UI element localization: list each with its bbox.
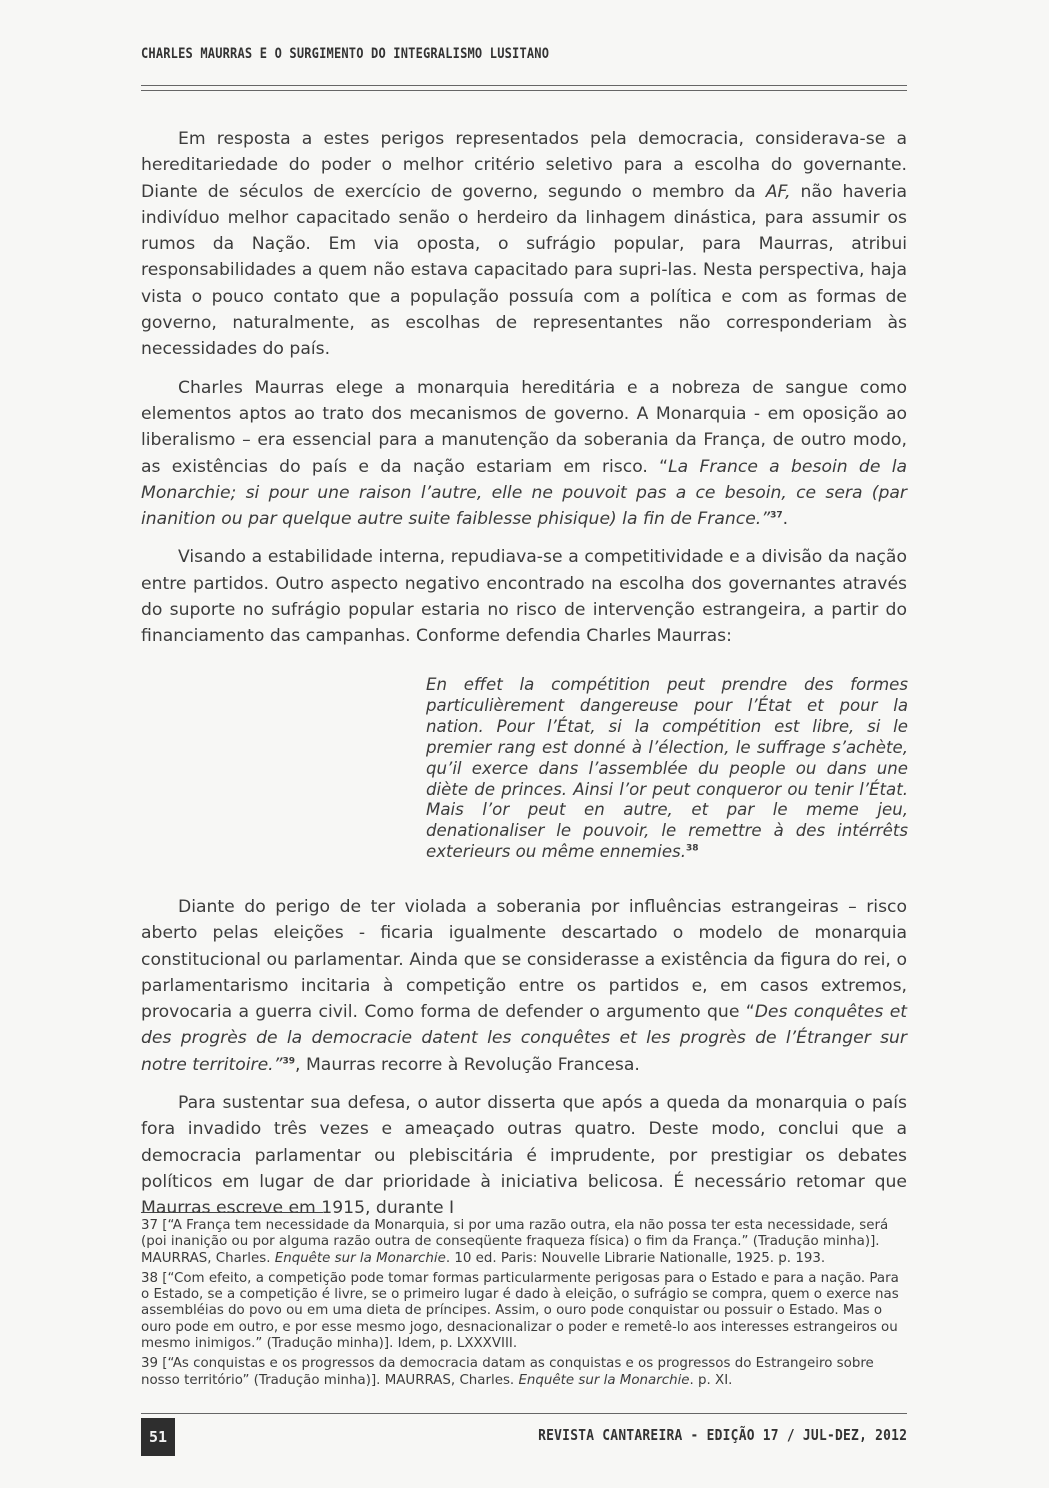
paragraph-4	[141, 894, 907, 1078]
footnote-ref-37[interactable]: 37	[770, 510, 783, 521]
paragraph-5: Para sustentar sua defesa, o autor disserta que após a queda da monarquia o país fora invadido três vezes e ameaçado outras quatro. Deste modo, conclui que a democracia parlamentar ou plebiscitária é imprudente, por prestigiar os debates políticos em lugar de dar prioridade à iniciativa belicosa. É necessário retomar que Maurras escreve em 1915, durante I	[141, 1093, 907, 1219]
footnote-separator	[141, 1212, 323, 1213]
footnote-37-title: Enquête sur la Monarchie	[274, 1250, 446, 1266]
paragraph-2-text: Charles Maurras elege a monarquia hereditária e a nobreza de sangue como elementos aptos ao trato dos mecanismos de governo. A Monarquia - em oposição ao liberalismo – era essencial para a manutenção da soberania da França, de outro modo, as existências do país e da nação estariam em risco. “	[141, 377, 907, 477]
body-text-upper	[141, 126, 907, 662]
footnote-39-end: . p. XI.	[689, 1372, 733, 1388]
footnotes	[141, 1218, 907, 1393]
header-rule-bottom	[141, 90, 907, 91]
paragraph-2-end: .	[782, 509, 789, 530]
paragraph-4-quote: Des conquêtes et des progrès de la democracie datent les conquêtes et les progrès de l’Étranger sur notre territoire.”	[141, 1002, 908, 1075]
paragraph-1-rest: não haveria indivíduo melhor capacitado senão o herdeiro da linhagem dinástica, para assumir os rumos da Nação. Em via oposta, o sufrágio popular, para Maurras, atribui responsabilidades a quem não estava capacitado para supri-las. Nesta perspectiva, haja vista o pouco contato que a população possuía com a política e com as formas de governo, naturalmente, as escolhas de representantes não corresponderiam às necessidades do país.	[141, 181, 907, 360]
footnote-ref-38[interactable]: 38	[685, 843, 699, 854]
footnote-37-text: 37 [“A França tem necessidade da Monarquia, si por uma razão outra, ela não possa ter esta necessidade, será (poi inanição ou por alguma razão outra de conseqüente fraqueza física) o fim da França.” (Tradução minha)]. MAURRAS, Charles.	[141, 1218, 889, 1266]
footnote-37-end: . 10 ed. Paris: Nouvelle Librarie Nationalle, 1925. p. 193.	[445, 1250, 826, 1266]
footnote-39-title: Enquête sur la Monarchie	[518, 1372, 690, 1388]
page-number: 51	[141, 1418, 175, 1456]
footnote-39	[141, 1356, 907, 1389]
header-rule-top	[141, 85, 907, 86]
body-text-lower	[141, 894, 907, 1234]
paragraph-4-text: Diante do perigo de ter violada a soberania por influências estrangeiras – risco aberto pelas eleições - ficaria igualmente descartado o modelo de monarquia constitucional ou parlamentar. Ainda que se considerasse a existência da figura do rei, o parlamentarismo incitaria à competição entre os partidos e, em casos extremos, provocaria a guerra civil. Como forma de defender o argumento que “	[141, 897, 907, 1023]
block-quote-text: En effet la compétition peut prendre des formes particulièrement dangereuse pour l’État et pour la nation. Pour l’État, si la compétition est libre, si le premier rang est donné à l’élection, le suffrage s’achète, qu’il exerce dans l’assemblée du people ou dans une diète de princes. Ainsi l’or peut conqueror ou tenir l’État. Mais l’or peut en autre, et par le meme jeu, denationaliser le pouvoir, le remettre à des intérrêts exterieurs ou même ennemies.	[426, 675, 908, 862]
running-title: CHARLES MAURRAS E O SURGIMENTO DO INTEGRALISMO LUSITANO	[141, 46, 550, 62]
paragraph-2	[141, 375, 907, 533]
paragraph-1	[141, 126, 907, 363]
journal-credit: REVISTA CANTAREIRA - EDIÇÃO 17 / JUL-DEZ, 2012	[537, 1426, 907, 1444]
footnote-37	[141, 1218, 907, 1267]
paragraph-4-rest: , Maurras recorre à Revolução Francesa.	[295, 1054, 640, 1075]
paragraph-1-italic: AF,	[765, 181, 791, 202]
paragraph-2-quote: La France a besoin de la Monarchie; si pour une raison l’autre, elle ne pouvoit pas a ce besoin, ce sera (par inanition ou par quelque autre suite faiblesse phisique) la fin de France.”	[141, 456, 908, 530]
footnote-39-text: 39 [“As conquistas e os progressos da democracia datam as conquistas e os progressos do Estrangeiro sobre nosso território” (Tradução minha)]. MAURRAS, Charles.	[141, 1356, 874, 1388]
footnote-ref-39[interactable]: 39	[282, 1056, 296, 1067]
footnote-38: 38 [“Com efeito, a competição pode tomar formas particularmente perigosas para o Estado e para a nação. Para o Estado, se a competição é livre, se o primeiro lugar é dado à eleição, o sufrágio se compra, quem o exerce nas assembléias do povo ou em uma dieta de príncipes. Assim, o ouro pode conquistar ou possuir o Estado. Mas o ouro pode em outro, e por esse mesmo jogo, desnacionalizar o poder e remetê-lo aos interesses estrangeiros ou mesmo inimigos.” (Tradução minha)]. Idem, p. LXXXVIII.	[141, 1270, 899, 1352]
paragraph-1-text: Em resposta a estes perigos representados pela democracia, considerava-se a hereditariedade do poder o melhor critério seletivo para a escolha do governante. Diante de séculos de exercício de governo, segundo o membro da	[141, 129, 907, 202]
paragraph-3: Visando a estabilidade interna, repudiava-se a competitividade e a divisão da nação entre partidos. Outro aspecto negativo encontrado na escolha dos governantes através do suporte no sufrágio popular estaria no risco de intervenção estrangeira, a partir do financiamento das campanhas. Conforme defendia Charles Maurras:	[141, 547, 907, 647]
block-quote	[426, 675, 908, 863]
footer-rule	[141, 1413, 907, 1414]
